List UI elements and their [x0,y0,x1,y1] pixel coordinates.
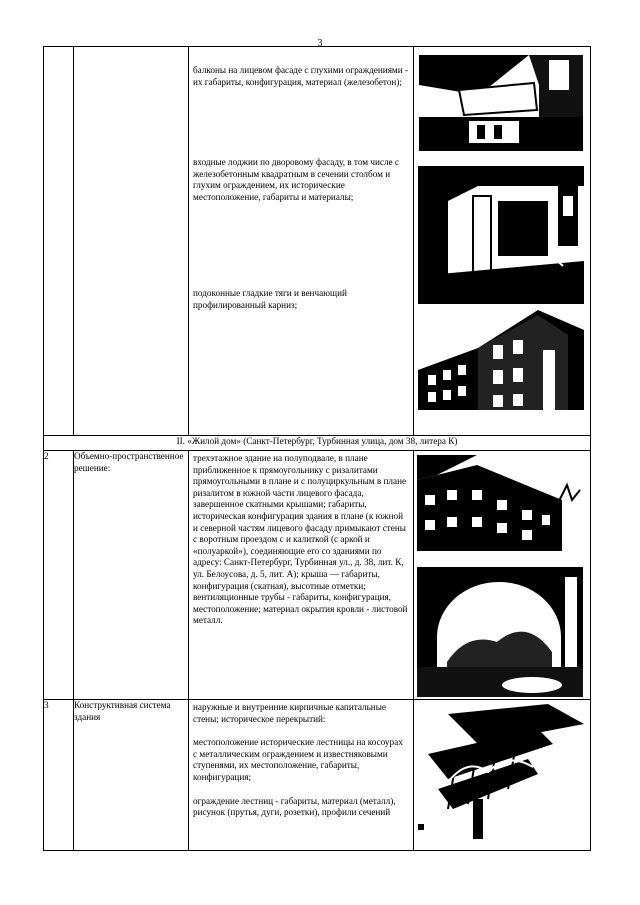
row-name: Объемно-пространственное решение: [74,451,189,700]
table-row [44,700,591,851]
row-number: 2 [44,451,74,700]
row-name: Конструктивная система здания [74,700,189,851]
list-item: входные лоджии по дворовому фасаду, в том числе с железобетонным квадратным в сечении столбом и глухим ограждением, их исторические местоположение, габариты и материалы; [193,157,400,202]
loggia-photo [418,166,584,304]
list-item: балконы на лицевом фасаде с глухими ограждениями - их габариты, конфигурация, материал (железобетон); [193,65,409,87]
section-header-row [44,436,591,451]
page-number: 3 [317,38,323,49]
row-number: 3 [44,700,74,851]
list-item: ограждение лестниц - габариты, материал (металл), рисунок (прутья, дуги, розетки), профили сечений [193,795,396,818]
staircase-photo [418,704,584,842]
list-item: местоположение исторические лестницы на косоурах с металлическим ограждением и известняковыми ступенями, их местоположение, габариты, конфигурация; [193,737,403,782]
list-item: наружные и внутренние кирпичные капитальные стены; историческое перекрытий: [193,702,386,724]
list-item: подоконные гладкие тяги и венчающий профилированный карниз; [193,288,347,310]
arch-gate-photo [417,567,583,697]
table-row [44,451,591,700]
facade-photo [418,310,584,410]
building-photo [417,455,583,551]
row-description: трехэтажное здание на полуподвале, в плане приближенное к прямоугольнику с ризалитами прямоугольными в плане и с полуциркульным в плане ризалитом в южной части лицевого фасада, завершенное скатными крышами; габариты, историческая конфигурация здания в плане (к южной и северной частям лицевого фасаду примыкают стены с воротным проездом с и калиткой (с аркой и «полуаркой»), соединяющие его со зданиями по адресу: Санкт-Петербург, Турбинная ул., д. 38, лит. К, ул. Белоусова, д. 5, лит. А); крыша — габариты, конфигурация (скатная), высотные отметки; вентиляционные трубы - габариты, конфигурация, местоположение; материал окрытия кровли - листовой металл. [193,453,408,626]
section-title: II. «Жилой дом» (Санкт-Петербург, Турбинная улица, дом 38, литера К) [44,436,591,451]
document-table [43,46,591,851]
table-row [44,47,591,436]
balcony-photo [419,55,583,151]
